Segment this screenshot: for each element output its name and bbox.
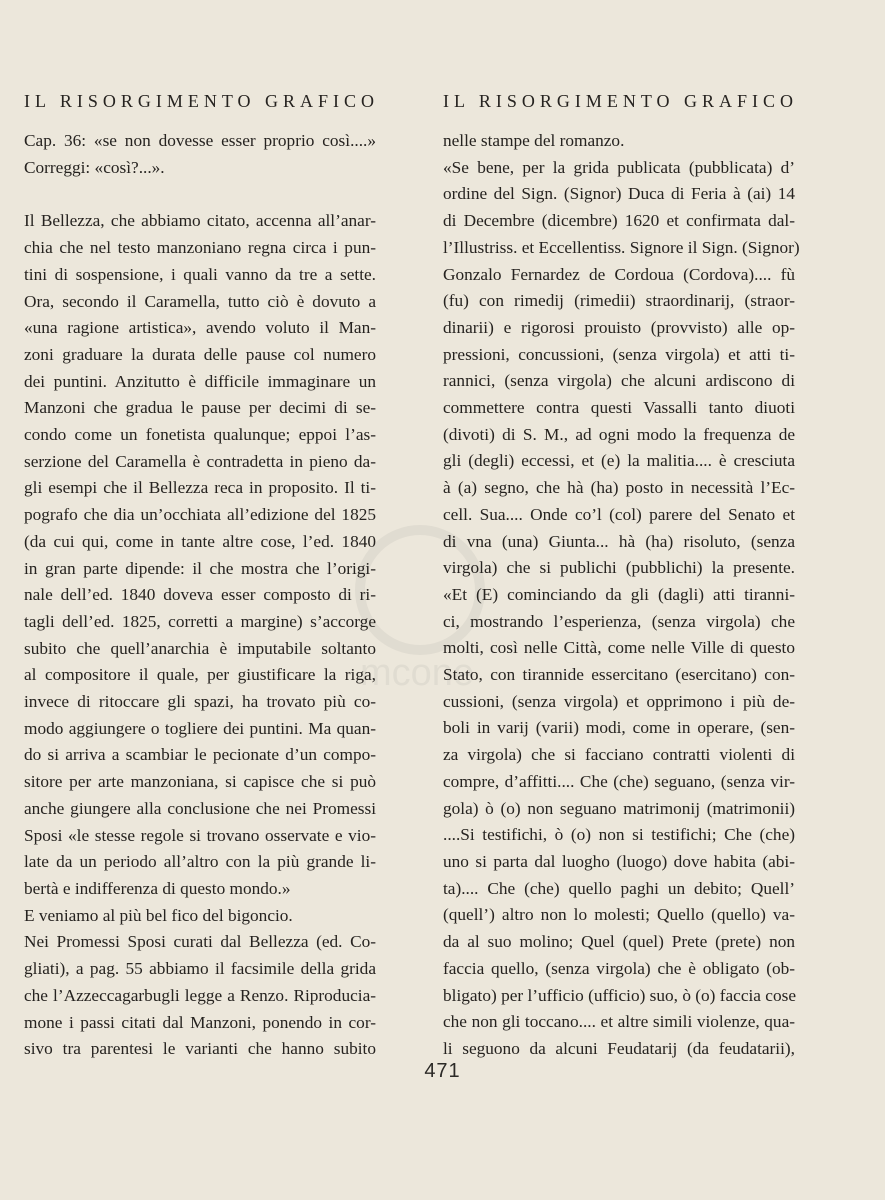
paragraph-gap (24, 181, 376, 208)
text-line: zoni graduare la durata delle pause col numero (24, 344, 376, 364)
text-line: ci, mostrando l’esperienza, (senza virgola) che (443, 611, 795, 631)
text-line: sitore per arte manzoniana, si capisce che si può (24, 772, 376, 792)
text-line: virgola) che si publichi (pubblichi) la presente. (443, 558, 795, 578)
page-number: 471 (424, 1060, 461, 1082)
text-line: nale dell’ed. 1840 doveva esser composto di ri- (24, 585, 376, 605)
text-line: gli (degli) eccessi, et (e) la malitia.... è cresciuta (443, 451, 795, 471)
text-line: commettere contra questi Vassalli tanto diuoti (443, 398, 795, 418)
text-line: «Se bene, per la grida publicata (pubblicata) d’ (443, 157, 795, 177)
text-line: l’Illustriss. et Eccellentiss. Signore il Sign. (Signor) (443, 237, 800, 257)
text-line: che non gli toccano.... et altre simili violenze, qua- (443, 1012, 795, 1032)
text-line: pografo che dia un’occhiata all’edizione del 1825 (24, 505, 376, 525)
text-line: condo come un fonetista qualunque; eppoi l’as- (24, 425, 376, 445)
text-line: tini di sospensione, i quali vanno da tre a sette. (24, 264, 376, 284)
text-line: Nei Promessi Sposi curati dal Bellezza (ed. Co- (24, 932, 376, 952)
text-line: al compositore il quale, per giustificare la riga, (24, 665, 376, 685)
text-line: gliati), a pag. 55 abbiamo il facsimile della grida (24, 959, 376, 979)
text-line: rannici, (senza virgola) che alcuni ardiscono di (443, 371, 795, 391)
text-line: modo aggiungere o togliere dei puntini. Ma quan- (24, 718, 376, 738)
text-line: (fu) con rimedij (rimedii) straordinarij, (straor- (443, 291, 795, 311)
text-line: boli in varij (varii) modi, come in operare, (sen- (443, 718, 795, 738)
text-line: dei puntini. Anzitutto è difficile immaginare un (24, 371, 376, 391)
text-line: gola) ò (o) non seguano matrimonij (matrimonii) (443, 798, 795, 818)
text-line: cussioni, (senza virgola) et opprimono i più de- (443, 691, 795, 711)
text-line: Manzoni che gradua le pause per decimi di se- (24, 398, 376, 418)
text-line: ....Si testifichi, ò (o) non si testifichi; Che (che) (443, 825, 795, 845)
text-line: za virgola) che si facciano contratti violenti di (443, 745, 795, 765)
text-line: (divoti) di S. M., ad ogni modo la frequenza de (443, 424, 795, 444)
text-line: pressioni, concussioni, (senza virgola) et atti ti- (443, 344, 795, 364)
text-line: do si arriva a scambiar le pecionate d’un compo- (24, 745, 376, 765)
text-line: chia che nel testo manzoniano regna circa i pun- (24, 238, 376, 258)
text-line: «Et (E) cominciando da gli (dagli) atti tiranni- (443, 584, 795, 604)
text-line: uno si parta dal luogho (luogo) dove habita (abi- (443, 851, 795, 871)
running-header-right: IL RISORGIMENTO GRAFICO (443, 91, 799, 111)
text-line: subito che quell’anarchia è imputabile soltanto (24, 638, 376, 658)
text-line: bertà e indifferenza di questo mondo.» (24, 878, 291, 898)
text-line: li seguono da alcuni Feudatarij (da feudatarii), (443, 1038, 795, 1058)
text-line: serzione del Caramella è contradetta in pieno da- (24, 451, 376, 471)
text-line: dinarii) e rigorosi prouisto (provvisto) alle op- (443, 317, 795, 337)
text-line: cell. Sua.... Onde co’l (col) parere del Senato et (443, 504, 795, 524)
text-line: che l’Azzeccagarbugli legge a Renzo. Riproducia- (24, 985, 376, 1005)
text-line: Correggi: «così?...». (24, 157, 165, 177)
text-line: Cap. 36: «se non dovesse esser proprio così....» (24, 131, 376, 150)
text-line: nelle stampe del romanzo. (443, 131, 625, 150)
text-line: bligato) per l’ufficio (ufficio) suo, ò (o) faccia cose (443, 985, 797, 1005)
text-line: invece di ritoccare gli spazi, ha trovato più co- (24, 692, 376, 712)
text-line: di vna (una) Giunta... hà (ha) risoluto, (senza (443, 531, 795, 551)
text-line: anche giungere alla conclusione che nei Promessi (24, 798, 376, 818)
text-line: Il Bellezza, che abbiamo citato, accenna all’anar- (24, 211, 376, 231)
running-header-left: IL RISORGIMENTO GRAFICO (24, 91, 380, 111)
text-line: (da cui qui, come in tante altre cose, l’ed. 1840 (24, 531, 376, 551)
text-line: à (a) segno, che hà (ha) posto in necessità l’Ec- (443, 478, 795, 498)
text-line: compre, d’affitti.... Che (che) seguano, (senza vir- (443, 771, 795, 791)
text-line: ta).... Che (che) quello paghi un debito; Quell’ (443, 878, 795, 898)
text-line: sivo tra parentesi le varianti che hanno subito (24, 1039, 376, 1059)
right-column (443, 88, 800, 1063)
text-line: Stato, con tirannide essercitano (esercitano) con- (443, 665, 795, 685)
text-line: in gran parte dipende: il che mostra che l’origi- (24, 558, 376, 578)
text-line: di Decembre (dicembre) 1620 et confirmata dal- (443, 211, 795, 231)
left-column (24, 88, 380, 1063)
text-line: Sposi «le stesse regole si trovano osservate e vio- (24, 825, 376, 845)
text-line: «una ragione artistica», avendo voluto il Man- (24, 318, 376, 338)
svg-text:mcone: mcone (360, 652, 475, 694)
text-line: tagli dell’ed. 1825, corretti a margine) s’accorge (24, 611, 376, 631)
text-line: faccia quello, (senza virgola) che è obligato (ob- (443, 958, 795, 978)
right-column-text (443, 128, 800, 1063)
text-line: late da un periodo all’altro con la più grande li- (24, 852, 376, 872)
text-line: ordine del Sign. (Signor) Duca di Feria à (ai) 14 (443, 184, 795, 204)
text-line: (quell’) altro non lo molesti; Quello (quello) va- (443, 905, 795, 925)
text-line: molti, così nelle Città, come nelle Ville di questo (443, 638, 795, 658)
text-line: gli esempi che il Bellezza reca in proposito. Il ti- (24, 478, 376, 498)
text-line: E veniamo al più bel fico del bigoncio. (24, 905, 293, 925)
text-line: da al suo molino; Quel (quel) Prete (prete) non (443, 932, 795, 952)
text-line: Gonzalo Fernardez de Cordoua (Cordova).... fù (443, 264, 795, 284)
left-column-text (24, 128, 376, 1063)
text-line: Ora, secondo il Caramella, tutto ciò è dovuto a (24, 291, 376, 311)
text-line: mone i passi citati dal Manzoni, ponendo in cor- (24, 1012, 376, 1032)
